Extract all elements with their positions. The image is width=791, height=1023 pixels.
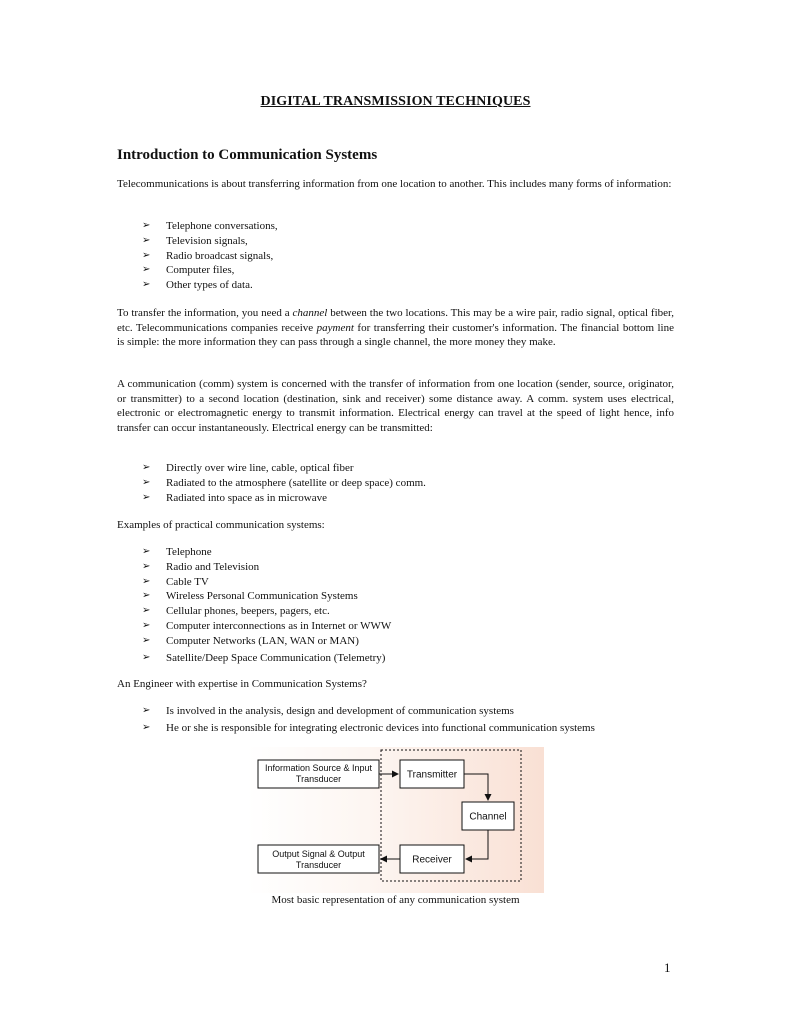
diagram-svg <box>247 747 544 893</box>
output-label-2: Transducer <box>295 860 342 870</box>
list-item: ➢ Directly over wire line, cable, optical fiber <box>142 462 354 474</box>
list-item: ➢ Cellular phones, beepers, pagers, etc. <box>142 605 330 618</box>
output-label-1: Output Signal & Output <box>272 849 365 859</box>
list-item: ➢ Computer files, <box>142 264 235 277</box>
list-item: ➢ Television signals, <box>142 234 248 247</box>
transmit-modes-list <box>142 461 426 505</box>
comm-system-paragraph: A communication (comm) system is concerned with the transfer of information from one location (sender, source, originator, or transmitter) to a second location (destination, sink and receiver) some distance away. A comm. system uses electrical, electronic or electromagnetic energy to transmit information. Electrical energy can travel at the speed of light hence, info transfer can occur instantaneously. Electrical energy can be transmitted: <box>117 378 674 434</box>
arrow-bullet-icon: ➢ <box>142 721 151 733</box>
list-item: ➢ He or she is responsible for integrating electronic devices into functional communication systems <box>142 721 595 734</box>
channel-label: Channel <box>469 811 507 823</box>
arrow-bullet-icon: ➢ <box>142 651 151 663</box>
arrow-bullet-icon: ➢ <box>142 476 151 488</box>
list-item: ➢ Computer Networks (LAN, WAN or MAN) <box>142 634 359 647</box>
arrow-bullet-icon: ➢ <box>142 264 151 276</box>
list-item: ➢ Telephone <box>142 546 212 558</box>
list-item: ➢ Wireless Personal Communication Systems <box>142 590 358 603</box>
source-label-1: Information Source & Input <box>264 763 373 773</box>
receiver-label: Receiver <box>412 854 452 866</box>
arrow-bullet-icon: ➢ <box>142 249 151 261</box>
arrow-bullet-icon: ➢ <box>142 590 151 602</box>
list-item: ➢ Radio and Television <box>142 560 260 573</box>
list-item: ➢ Radio broadcast signals, <box>142 249 274 262</box>
page-number: 1 <box>664 960 671 975</box>
info-forms-list <box>142 219 278 293</box>
engineer-intro: An Engineer with expertise in Communication Systems? <box>117 678 367 690</box>
document-title: DIGITAL TRANSMISSION TECHNIQUES <box>260 94 531 109</box>
arrow-bullet-icon: ➢ <box>142 546 151 557</box>
source-label-2: Transducer <box>295 774 342 784</box>
arrow-bullet-icon: ➢ <box>142 705 151 716</box>
arrow-bullet-icon: ➢ <box>142 605 151 617</box>
communication-system-diagram <box>247 747 544 893</box>
arrow-bullet-icon: ➢ <box>142 220 151 231</box>
section-heading: Introduction to Communication Systems <box>117 147 378 163</box>
arrow-bullet-icon: ➢ <box>142 279 151 291</box>
examples-list <box>142 545 391 665</box>
arrow-bullet-icon: ➢ <box>142 575 151 587</box>
list-item: ➢ Radiated to the atmosphere (satellite or deep space) comm. <box>142 476 426 489</box>
channel-paragraph: To transfer the information, you need a channel between the two locations. This may be a wire pair, radio signal, optical fiber, etc. Telecommunications companies receive payment for transferring their customer's information. The financial bottom line is simple: the more information they can pass through a single channel, the more money they make. <box>117 307 674 349</box>
intro-paragraph: Telecommunications is about transferring information from one location to another. This includes many forms of information: <box>117 178 672 190</box>
arrow-channel-to-receiver <box>466 830 488 859</box>
diagram-caption: Most basic representation of any communication system <box>271 894 520 906</box>
arrow-transmitter-to-channel <box>464 774 488 800</box>
transmitter-label: Transmitter <box>406 769 458 781</box>
examples-intro: Examples of practical communication systems: <box>117 519 325 531</box>
list-item: ➢ Radiated into space as in microwave <box>142 491 327 504</box>
list-item: ➢ Computer interconnections as in Internet or WWW <box>142 619 392 632</box>
arrow-bullet-icon: ➢ <box>142 462 151 473</box>
arrow-bullet-icon: ➢ <box>142 234 151 246</box>
list-item: ➢ Satellite/Deep Space Communication (Telemetry) <box>142 651 386 664</box>
arrow-bullet-icon: ➢ <box>142 560 151 572</box>
list-item: ➢ Other types of data. <box>142 279 253 292</box>
arrow-bullet-icon: ➢ <box>142 634 151 646</box>
list-item: ➢ Cable TV <box>142 575 209 588</box>
engineer-list <box>142 704 595 736</box>
list-item: ➢ Is involved in the analysis, design and development of communication systems <box>142 705 514 717</box>
arrow-bullet-icon: ➢ <box>142 491 151 503</box>
list-item: ➢ Telephone conversations, <box>142 220 278 232</box>
arrow-bullet-icon: ➢ <box>142 619 151 631</box>
